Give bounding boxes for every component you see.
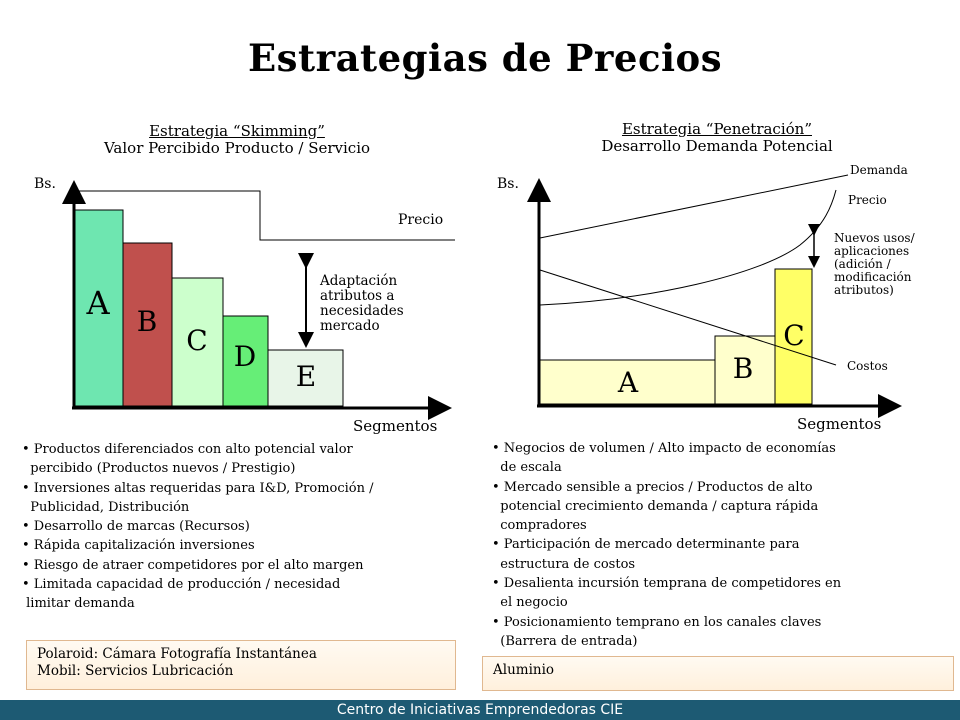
skimming-bullet: • Limitada capacidad de producción / necesidad [22,577,341,593]
adaptation-line-3: necesidades [320,303,404,319]
cost-label: Costos [847,359,888,373]
penetration-bullet: compradores [492,518,587,534]
penetration-bullet: • Mercado sensible a precios / Productos de alto [492,479,813,495]
skimming-bullet-list [22,440,374,614]
skimming-bullet: • Productos diferenciados con alto potencial valor [22,442,353,457]
skimming-examples-box [26,640,456,690]
skimming-bullet: • Inversiones altas requeridas para I&D, Promoción / [22,480,374,496]
new-uses-line-2: aplicaciones [834,244,910,258]
penetration-bullet: (Barrera de entrada) [492,633,638,649]
penetration-bullet: el negocio [492,595,568,611]
penetration-examples-box [482,656,954,691]
new-uses-line-1: Nuevos usos/ [834,231,915,245]
penetration-bullet: • Negocios de volumen / Alto impacto de economías [492,441,836,456]
penetration-x-label: Segmentos [797,415,882,433]
new-uses-line-4: modificación [834,270,912,284]
skimming-bullet: limitar demanda [22,596,135,612]
new-uses-annotation [834,232,915,297]
demand-label: Demanda [850,163,908,177]
adaptation-annotation [320,274,404,334]
skimming-price-label: Precio [398,212,444,228]
penetration-bullet: • Desalienta incursión temprana de competidores en [492,576,842,592]
slide-title: Estrategias de Precios [247,36,723,80]
demand-line [540,175,848,238]
adaptation-line-1: Adaptación [320,273,398,289]
adaptation-line-4: mercado [320,318,380,334]
skimming-example-1: Polaroid: Cámara Fotografía Instantánea [37,646,317,662]
skimming-x-label: Segmentos [353,417,438,435]
new-uses-line-3: (adición / [834,257,891,271]
penetration-bullet: estructura de costos [492,556,636,572]
penetration-title: Estrategia “Penetración” [621,120,812,138]
penetration-bar-b-label: B [732,352,754,385]
skimming-bar-d-label: D [233,340,257,373]
skimming-example-2: Mobil: Servicios Lubricación [37,663,234,679]
penetration-y-label: Bs. [497,176,519,192]
penetration-bar-a-label: A [617,366,639,399]
penetration-example-1: Aluminio [493,662,555,678]
penetration-bullet: potencial crecimiento demanda / captura rápida [492,498,819,514]
skimming-bullet: • Rápida capitalización inversiones [22,538,255,554]
new-uses-line-5: atributos) [834,283,894,297]
skimming-bar-e-label: E [295,360,317,393]
penetration-caption: Desarrollo Demanda Potencial [601,137,833,155]
penetration-bullet-list [492,439,841,651]
skimming-bullet: percibido (Productos nuevos / Prestigio) [22,461,296,477]
skimming-bar-c-label: C [186,324,208,357]
skimming-bar-a-label: A [86,284,110,322]
penetration-bullet: • Participación de mercado determinante para [492,537,800,553]
penetration-bar-c-label: C [783,319,805,352]
skimming-bullet: • Desarrollo de marcas (Recursos) [22,519,250,535]
skimming-bar-b-label: B [136,305,158,338]
footer-bar: Centro de Iniciativas Emprendedoras CIE [0,700,960,720]
skimming-caption: Valor Percibido Producto / Servicio [103,139,371,157]
skimming-y-label: Bs. [34,176,56,192]
penetration-bullet: • Posicionamiento temprano en los canales claves [492,614,822,630]
skimming-title: Estrategia “Skimming” [149,122,325,140]
adaptation-line-2: atributos a [320,288,395,304]
price-curve-label: Precio [848,193,887,207]
skimming-bullet: Publicidad, Distribución [22,499,190,515]
penetration-bullet: de escala [492,460,562,476]
skimming-bullet: • Riesgo de atraer competidores por el alto margen [22,557,364,573]
